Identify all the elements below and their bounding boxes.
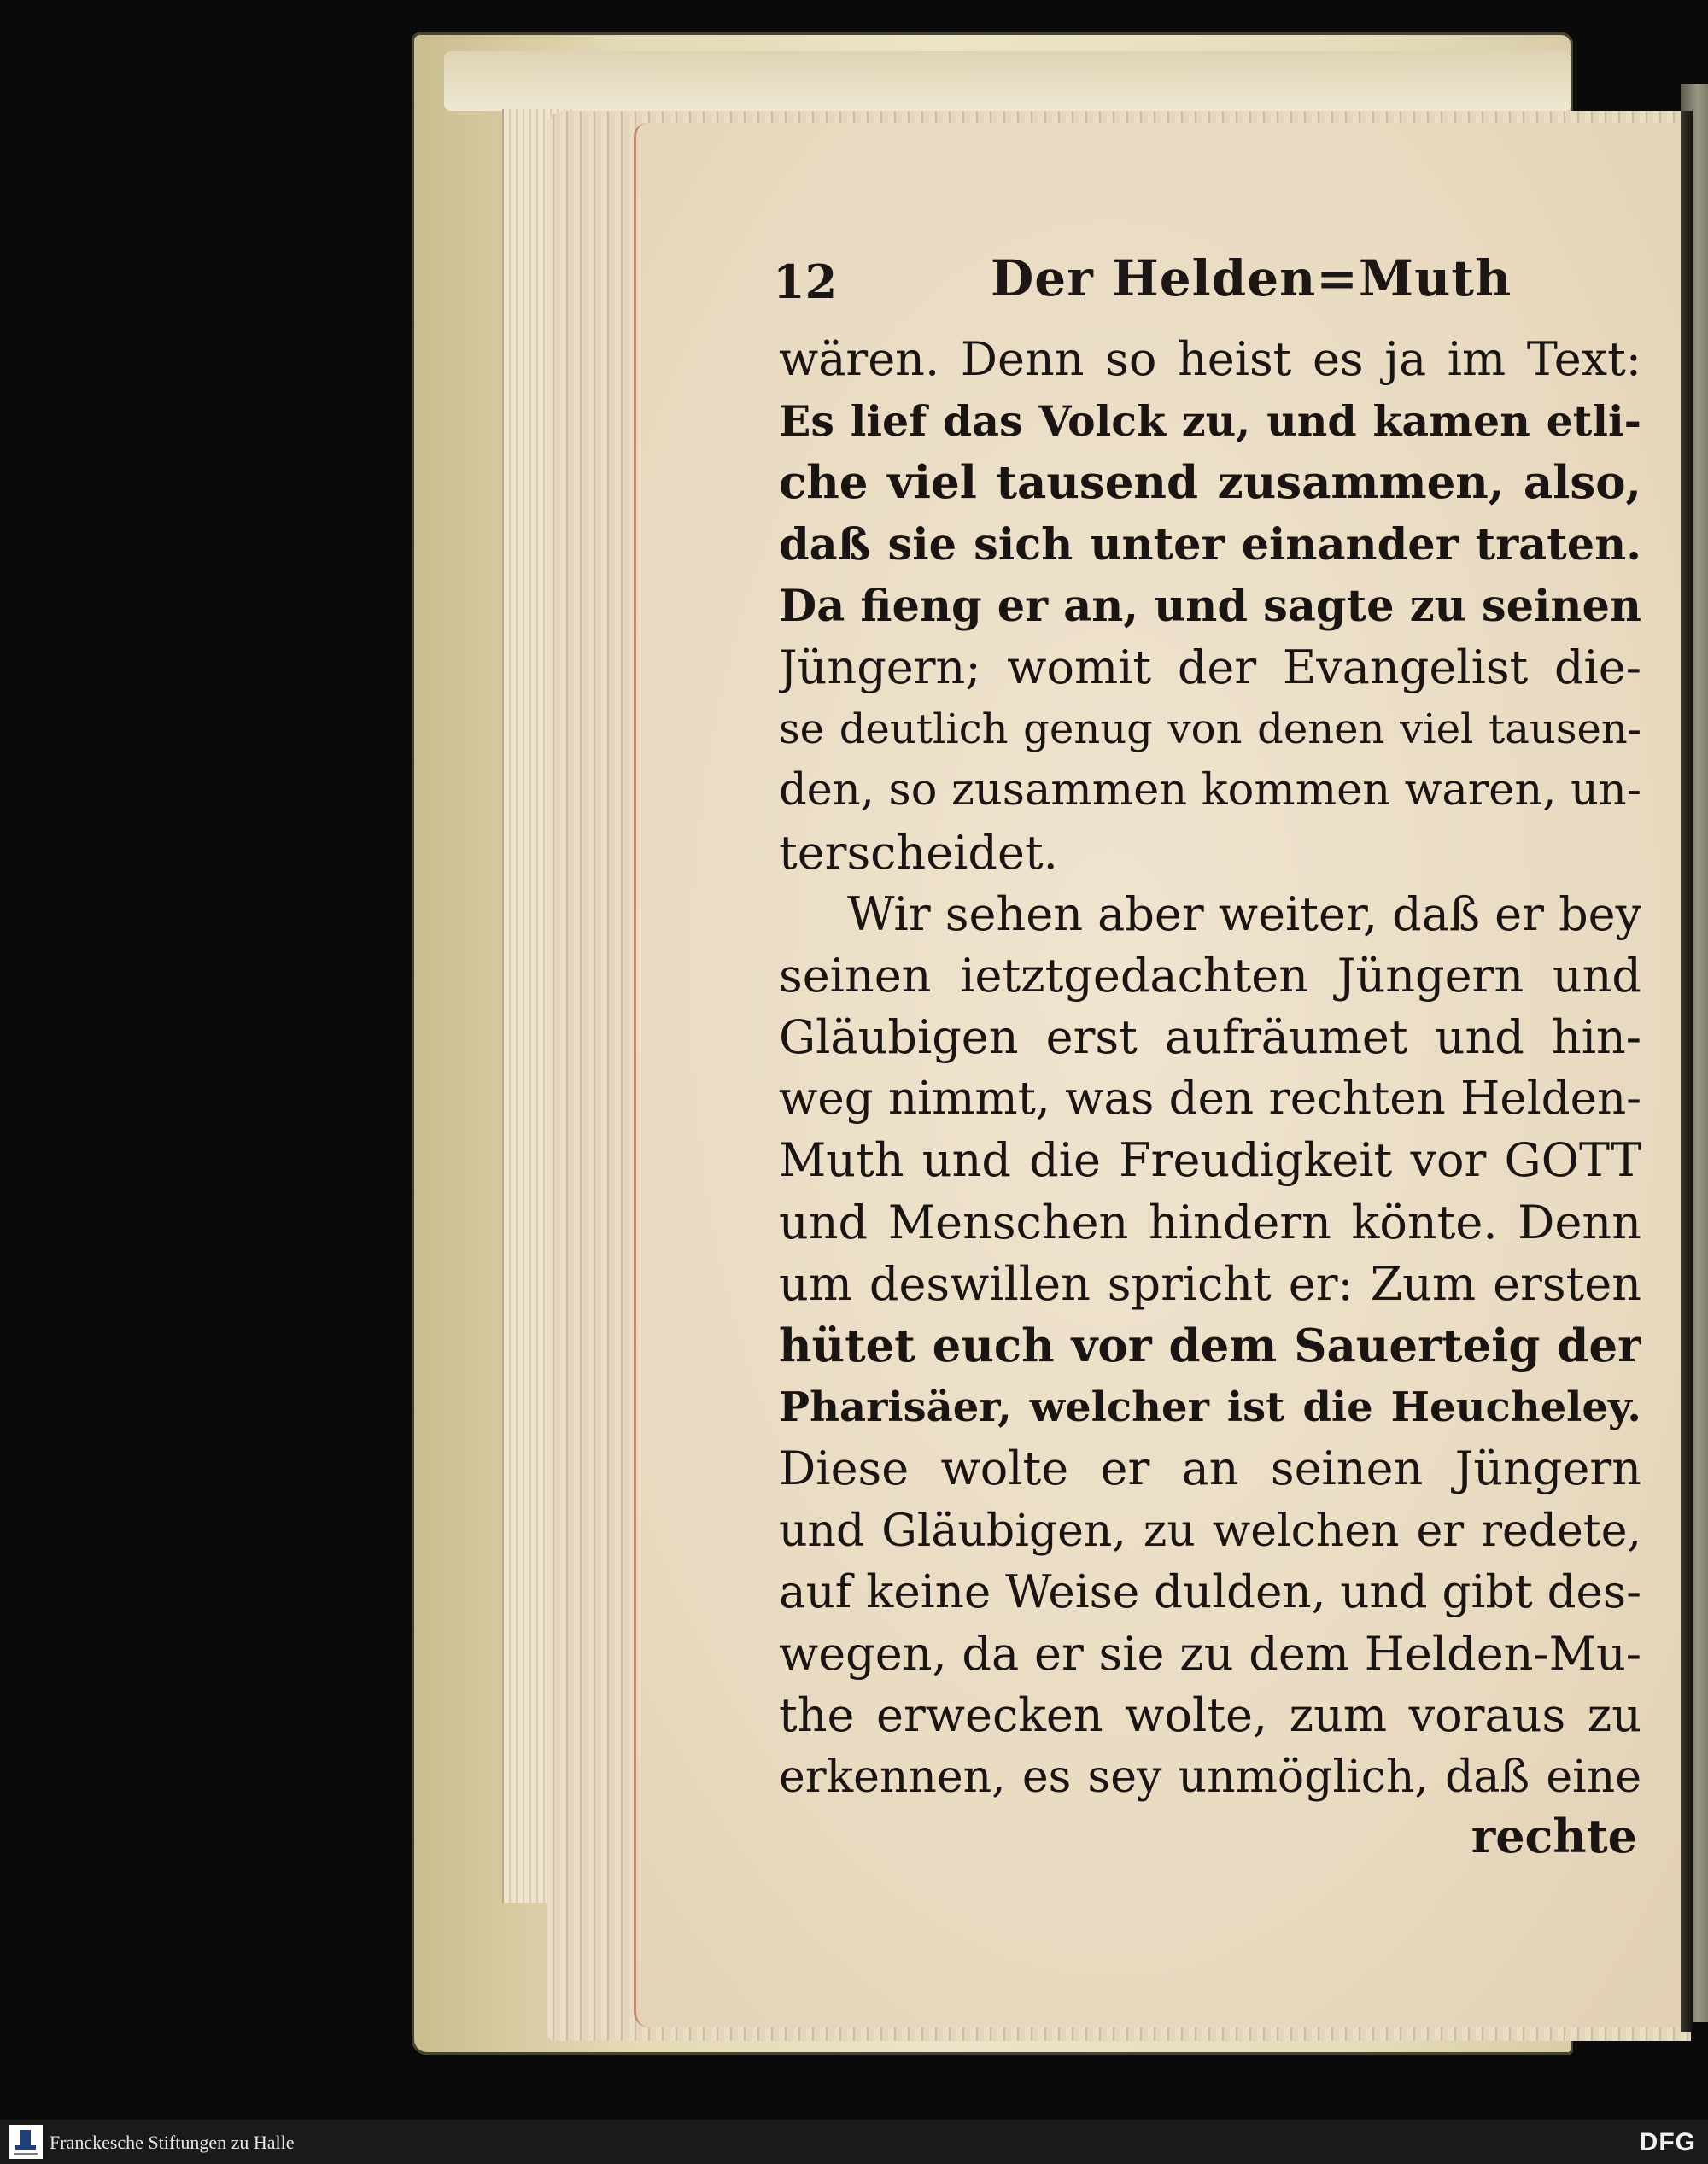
text-line: Da fieng er an, und sagte zu seinen [779, 580, 1641, 632]
text-line: Es lief das Volck zu, und kamen etli- [779, 396, 1641, 447]
text-line: se deutlich genug von denen viel tausen- [779, 705, 1641, 754]
text-line: Jüngern; womit der Evangelist die- [779, 640, 1641, 694]
dfg-logo: DFG [1639, 2128, 1696, 2156]
text-line: auf keine Weise dulden, und gibt des- [779, 1565, 1641, 1618]
text-line: daß sie sich unter einander traten. [779, 518, 1641, 570]
text-line: hütet euch vor dem Sauerteig der [779, 1319, 1641, 1372]
text-line: und Gläubigen, zu welchen er redete, [779, 1505, 1641, 1557]
text-line: Pharisäer, welcher ist die Heucheley. [779, 1383, 1641, 1432]
text-line: Diese wolte er an seinen Jüngern [779, 1442, 1641, 1496]
page-header [773, 249, 1635, 318]
text-line: weg nimmt, was den rechten Helden- [779, 1073, 1641, 1126]
text-line: the erwecken wolte, zum voraus zu [779, 1688, 1641, 1743]
text-line: um deswillen spricht er: Zum ersten [779, 1256, 1641, 1311]
running-head: Der Helden=Muth [991, 249, 1512, 307]
text-line: wegen, da er sie zu dem Helden-Mu- [779, 1626, 1641, 1681]
text-line: Gläubigen erst aufräumet und hin- [779, 1010, 1641, 1065]
text-line: che viel tausend zusammen, also, [779, 456, 1641, 510]
text-line: erkennen, es sey unmöglich, daß eine [779, 1752, 1641, 1804]
page-number: 12 [773, 254, 838, 309]
page-body-text [779, 329, 1641, 1809]
catchword: rechte [1471, 1809, 1637, 1863]
institution-name: Franckesche Stiftungen zu Halle [50, 2132, 295, 2153]
francke-foundations-logo-icon [9, 2125, 43, 2159]
gutter-shadow [1681, 111, 1693, 2032]
text-line: seinen ietztgedachten Jüngern und [779, 948, 1641, 1003]
text-line: den, so zusammen kommen waren, un- [779, 765, 1641, 816]
text-line: terscheidet. [779, 825, 1058, 880]
cover-flap [444, 51, 1571, 111]
text-line: und Menschen hindern könte. Denn [779, 1195, 1641, 1249]
text-line: wären. Denn so heist es ja im Text: [779, 332, 1641, 386]
text-line: Wir sehen aber weiter, daß er bey [847, 886, 1641, 941]
text-line: Muth und die Freudigkeit vor GOTT [779, 1133, 1641, 1188]
viewer-footer [0, 2120, 1708, 2164]
